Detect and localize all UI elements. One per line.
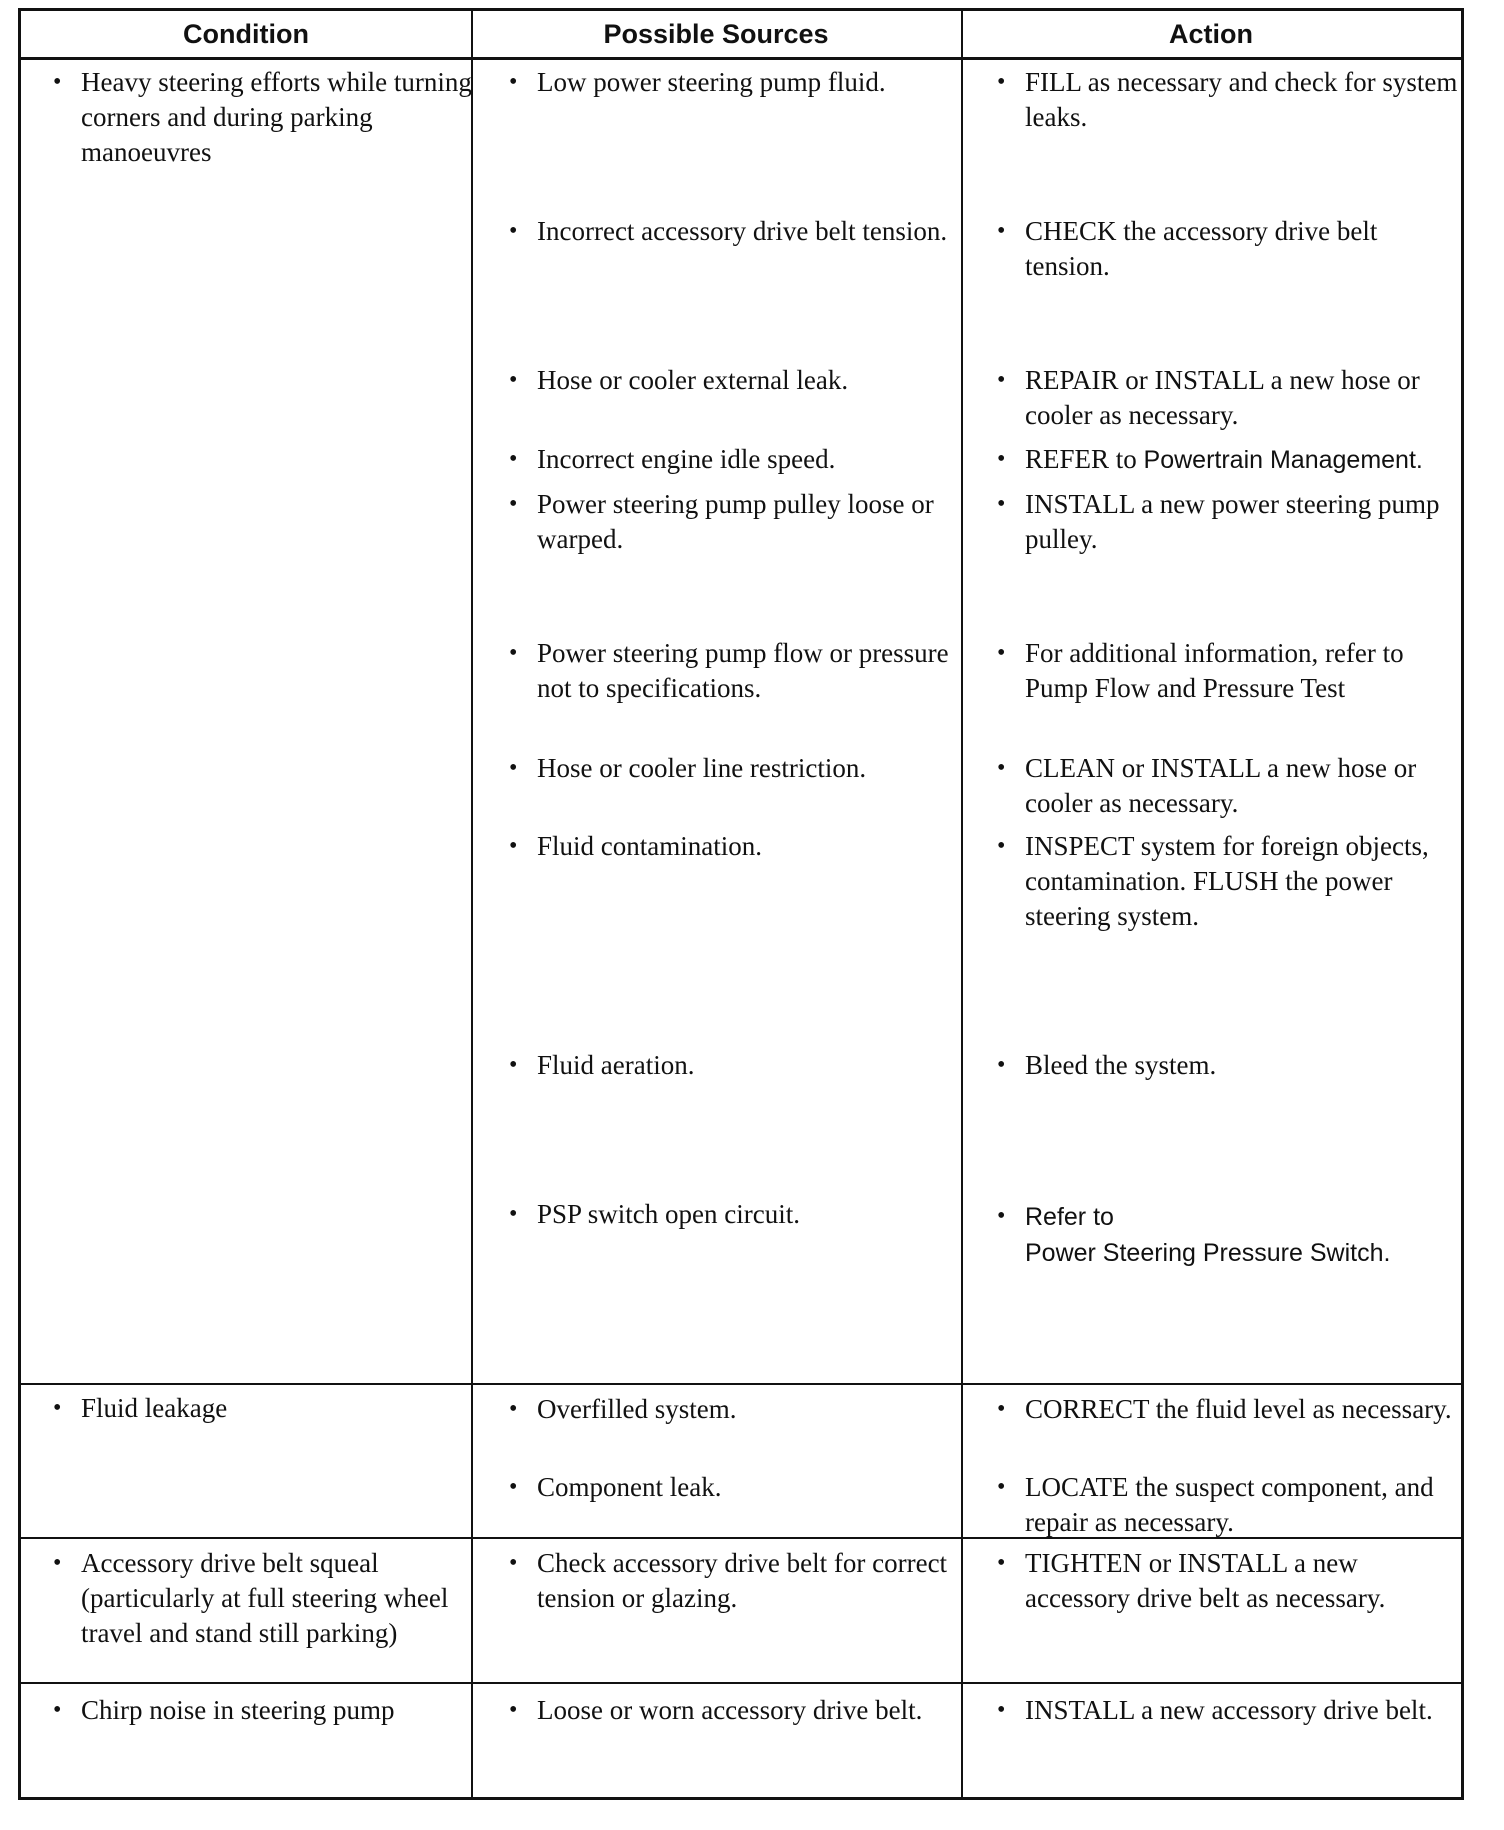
source-item: • Incorrect engine idle speed. xyxy=(501,442,981,477)
source-item: • Component leak. xyxy=(501,1470,981,1505)
action-item: • CHECK the accessory drive belt tension. xyxy=(989,214,1467,284)
action-item: • CORRECT the fluid level as necessary. xyxy=(989,1392,1467,1427)
action-item: • For additional information, refer to Pump Flow and Pressure Test xyxy=(989,636,1467,706)
row-divider xyxy=(21,1383,1461,1385)
refer-label: REFER to xyxy=(1025,444,1137,474)
action-item-refer-powertrain xyxy=(989,442,1467,478)
action-item: • TIGHTEN or INSTALL a new accessory drive belt as necessary. xyxy=(989,1546,1467,1616)
source-item: • PSP switch open circuit. xyxy=(501,1197,981,1232)
refer-link-powertrain[interactable]: Powertrain Management. xyxy=(1143,446,1423,474)
source-item: • Power steering pump pulley loose or warped. xyxy=(501,487,981,557)
column-divider xyxy=(961,11,963,1797)
header-action: Action xyxy=(1169,19,1253,49)
condition-heavy-steering: • Heavy steering efforts while turning corners and during parking manoeuvres xyxy=(45,65,475,170)
action-item: • INSTALL a new power steering pump pulley. xyxy=(989,487,1467,557)
source-item: • Overfilled system. xyxy=(501,1392,981,1427)
source-item: • Incorrect accessory drive belt tension. xyxy=(501,214,981,249)
source-item: • Check accessory drive belt for correct tension or glazing. xyxy=(501,1546,981,1616)
action-item: • FILL as necessary and check for system leaks. xyxy=(989,65,1467,135)
condition-chirp-noise: • Chirp noise in steering pump xyxy=(45,1693,475,1728)
source-item: • Fluid contamination. xyxy=(501,829,981,864)
header-divider xyxy=(21,57,1461,60)
source-item: • Low power steering pump fluid. xyxy=(501,65,981,100)
action-item: • INSPECT system for foreign objects, contamination. FLUSH the power steering system. xyxy=(989,829,1467,934)
header-possible-sources: Possible Sources xyxy=(603,19,829,49)
column-divider xyxy=(471,11,473,1797)
source-item: • Power steering pump flow or pressure not to specifications. xyxy=(501,636,981,706)
source-item: • Hose or cooler external leak. xyxy=(501,363,981,398)
action-item: • Bleed the system. xyxy=(989,1048,1467,1083)
header-condition: Condition xyxy=(183,19,309,49)
row-divider xyxy=(21,1682,1461,1684)
refer-label: Refer to xyxy=(1025,1203,1114,1231)
action-item: • INSTALL a new accessory drive belt. xyxy=(989,1693,1467,1728)
source-item: • Hose or cooler line restriction. xyxy=(501,751,981,786)
refer-link-psp-switch[interactable]: Power Steering Pressure Switch. xyxy=(1025,1239,1391,1267)
action-item: • CLEAN or INSTALL a new hose or cooler as necessary. xyxy=(989,751,1467,821)
source-item: • Fluid aeration. xyxy=(501,1048,981,1083)
diagnosis-table xyxy=(18,8,1464,1800)
action-item: • LOCATE the suspect component, and repair as necessary. xyxy=(989,1470,1467,1540)
condition-belt-squeal: • Accessory drive belt squeal (particularly at full steering wheel travel and stand still parking) xyxy=(45,1546,475,1651)
action-item: • REPAIR or INSTALL a new hose or cooler as necessary. xyxy=(989,363,1467,433)
condition-fluid-leakage: • Fluid leakage xyxy=(45,1391,475,1426)
source-item: • Loose or worn accessory drive belt. xyxy=(501,1693,981,1728)
action-item-refer-psp xyxy=(989,1199,1467,1271)
